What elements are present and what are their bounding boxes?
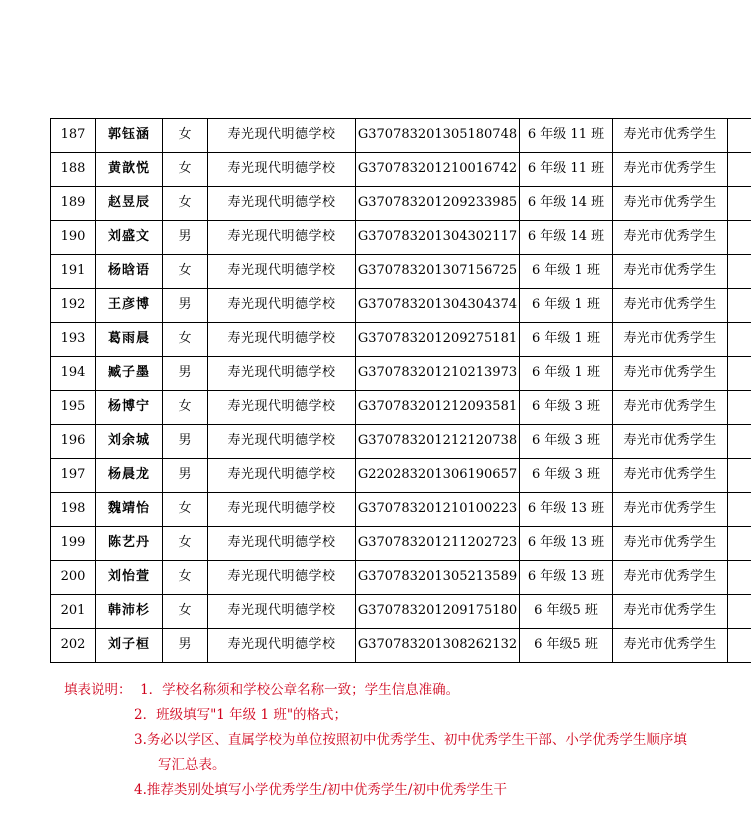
- cell-school: 寿光现代明德学校: [208, 255, 356, 289]
- cell-class: 6 年级 13 班: [520, 561, 613, 595]
- cell-school: 寿光现代明德学校: [208, 493, 356, 527]
- cell-gender: 男: [163, 629, 208, 663]
- cell-extra: [728, 187, 751, 221]
- cell-name: 刘怡萱: [96, 561, 163, 595]
- table-row: [51, 187, 751, 221]
- cell-name: 臧子墨: [96, 357, 163, 391]
- table-row: [51, 153, 751, 187]
- table-row: [51, 425, 751, 459]
- cell-gender: 女: [163, 561, 208, 595]
- cell-name: 赵昱辰: [96, 187, 163, 221]
- cell-name: 刘余城: [96, 425, 163, 459]
- cell-index: 201: [51, 595, 96, 629]
- cell-class: 6 年级5 班: [520, 629, 613, 663]
- cell-extra: [728, 595, 751, 629]
- cell-id-number: G370783201211202723: [356, 527, 520, 561]
- cell-extra: [728, 629, 751, 663]
- cell-extra: [728, 153, 751, 187]
- cell-recommend-type: 寿光市优秀学生: [613, 629, 728, 663]
- cell-recommend-type: 寿光市优秀学生: [613, 391, 728, 425]
- cell-index: 200: [51, 561, 96, 595]
- cell-name: 陈艺丹: [96, 527, 163, 561]
- cell-id-number: G370783201209175180: [356, 595, 520, 629]
- cell-recommend-type: 寿光市优秀学生: [613, 527, 728, 561]
- table-row: [51, 561, 751, 595]
- cell-gender: 男: [163, 425, 208, 459]
- cell-class: 6 年级 1 班: [520, 323, 613, 357]
- table-row: [51, 527, 751, 561]
- table-row: [51, 119, 751, 153]
- cell-extra: [728, 221, 751, 255]
- cell-index: 194: [51, 357, 96, 391]
- cell-index: 196: [51, 425, 96, 459]
- cell-name: 葛雨晨: [96, 323, 163, 357]
- cell-id-number: G220283201306190657: [356, 459, 520, 493]
- cell-recommend-type: 寿光市优秀学生: [613, 289, 728, 323]
- cell-school: 寿光现代明德学校: [208, 391, 356, 425]
- cell-index: 198: [51, 493, 96, 527]
- cell-extra: [728, 357, 751, 391]
- instruction-line-4: 写汇总表。: [158, 757, 226, 773]
- table-row: [51, 595, 751, 629]
- cell-index: 199: [51, 527, 96, 561]
- cell-class: 6 年级 3 班: [520, 459, 613, 493]
- cell-name: 韩沛杉: [96, 595, 163, 629]
- cell-school: 寿光现代明德学校: [208, 289, 356, 323]
- cell-school: 寿光现代明德学校: [208, 153, 356, 187]
- instruction-line-5: 4.推荐类别处填写小学优秀学生/初中优秀学生/初中优秀学生干: [134, 782, 507, 798]
- cell-gender: 女: [163, 255, 208, 289]
- cell-id-number: G370783201210100223: [356, 493, 520, 527]
- cell-index: 192: [51, 289, 96, 323]
- cell-school: 寿光现代明德学校: [208, 425, 356, 459]
- cell-recommend-type: 寿光市优秀学生: [613, 595, 728, 629]
- cell-index: 195: [51, 391, 96, 425]
- student-roster-table: [50, 118, 751, 663]
- cell-index: 190: [51, 221, 96, 255]
- cell-name: 杨晗语: [96, 255, 163, 289]
- cell-school: 寿光现代明德学校: [208, 459, 356, 493]
- cell-extra: [728, 289, 751, 323]
- table-row: [51, 391, 751, 425]
- cell-class: 6 年级 13 班: [520, 527, 613, 561]
- cell-school: 寿光现代明德学校: [208, 357, 356, 391]
- cell-recommend-type: 寿光市优秀学生: [613, 357, 728, 391]
- cell-gender: 女: [163, 119, 208, 153]
- cell-class: 6 年级 3 班: [520, 425, 613, 459]
- table-row: [51, 493, 751, 527]
- cell-index: 187: [51, 119, 96, 153]
- cell-class: 6 年级 13 班: [520, 493, 613, 527]
- cell-recommend-type: 寿光市优秀学生: [613, 153, 728, 187]
- cell-school: 寿光现代明德学校: [208, 221, 356, 255]
- table-row: [51, 459, 751, 493]
- cell-extra: [728, 561, 751, 595]
- cell-extra: [728, 323, 751, 357]
- cell-gender: 男: [163, 289, 208, 323]
- cell-school: 寿光现代明德学校: [208, 323, 356, 357]
- table-body: [51, 119, 751, 663]
- cell-id-number: G370783201304302117: [356, 221, 520, 255]
- cell-extra: [728, 527, 751, 561]
- cell-id-number: G370783201304304374: [356, 289, 520, 323]
- table-row: [51, 629, 751, 663]
- cell-class: 6 年级 14 班: [520, 221, 613, 255]
- instruction-line-2: 2．班级填写"1 年级 1 班"的格式；: [134, 707, 348, 723]
- form-instructions: [50, 678, 710, 803]
- cell-id-number: G370783201305213589: [356, 561, 520, 595]
- cell-id-number: G370783201305180748: [356, 119, 520, 153]
- table-row: [51, 289, 751, 323]
- cell-gender: 女: [163, 527, 208, 561]
- cell-class: 6 年级 3 班: [520, 391, 613, 425]
- cell-id-number: G370783201209233985: [356, 187, 520, 221]
- cell-gender: 女: [163, 153, 208, 187]
- cell-class: 6 年级 1 班: [520, 357, 613, 391]
- cell-class: 6 年级 14 班: [520, 187, 613, 221]
- cell-recommend-type: 寿光市优秀学生: [613, 255, 728, 289]
- cell-id-number: G370783201210016742: [356, 153, 520, 187]
- cell-class: 6 年级 1 班: [520, 255, 613, 289]
- cell-recommend-type: 寿光市优秀学生: [613, 323, 728, 357]
- cell-class: 6 年级 11 班: [520, 153, 613, 187]
- cell-id-number: G370783201308262132: [356, 629, 520, 663]
- instruction-line-3: 3.务必以学区、直属学校为单位按照初中优秀学生、初中优秀学生干部、小学优秀学生顺序填: [134, 732, 687, 748]
- table-row: [51, 221, 751, 255]
- cell-recommend-type: 寿光市优秀学生: [613, 119, 728, 153]
- cell-recommend-type: 寿光市优秀学生: [613, 493, 728, 527]
- cell-id-number: G370783201212120738: [356, 425, 520, 459]
- cell-recommend-type: 寿光市优秀学生: [613, 561, 728, 595]
- cell-index: 191: [51, 255, 96, 289]
- cell-name: 郭钰涵: [96, 119, 163, 153]
- cell-name: 刘子桓: [96, 629, 163, 663]
- cell-gender: 女: [163, 493, 208, 527]
- cell-extra: [728, 255, 751, 289]
- cell-recommend-type: 寿光市优秀学生: [613, 187, 728, 221]
- cell-index: 202: [51, 629, 96, 663]
- cell-gender: 女: [163, 187, 208, 221]
- cell-gender: 男: [163, 357, 208, 391]
- table-row: [51, 357, 751, 391]
- cell-recommend-type: 寿光市优秀学生: [613, 221, 728, 255]
- cell-name: 王彦博: [96, 289, 163, 323]
- cell-gender: 女: [163, 391, 208, 425]
- cell-index: 197: [51, 459, 96, 493]
- cell-class: 6 年级 1 班: [520, 289, 613, 323]
- cell-id-number: G370783201212093581: [356, 391, 520, 425]
- cell-index: 193: [51, 323, 96, 357]
- table-row: [51, 323, 751, 357]
- cell-class: 6 年级 11 班: [520, 119, 613, 153]
- cell-gender: 男: [163, 459, 208, 493]
- cell-index: 188: [51, 153, 96, 187]
- cell-name: 黄歆悦: [96, 153, 163, 187]
- cell-gender: 男: [163, 221, 208, 255]
- instruction-line-1: 填表说明： 1．学校名称须和学校公章名称一致；学生信息准确。: [64, 682, 460, 698]
- cell-extra: [728, 425, 751, 459]
- cell-recommend-type: 寿光市优秀学生: [613, 459, 728, 493]
- cell-school: 寿光现代明德学校: [208, 595, 356, 629]
- cell-school: 寿光现代明德学校: [208, 561, 356, 595]
- cell-name: 魏靖怡: [96, 493, 163, 527]
- cell-school: 寿光现代明德学校: [208, 527, 356, 561]
- cell-index: 189: [51, 187, 96, 221]
- cell-name: 刘盛文: [96, 221, 163, 255]
- cell-name: 杨晨龙: [96, 459, 163, 493]
- table-row: [51, 255, 751, 289]
- cell-id-number: G370783201209275181: [356, 323, 520, 357]
- cell-name: 杨博宁: [96, 391, 163, 425]
- cell-gender: 女: [163, 323, 208, 357]
- cell-class: 6 年级5 班: [520, 595, 613, 629]
- cell-school: 寿光现代明德学校: [208, 629, 356, 663]
- cell-id-number: G370783201307156725: [356, 255, 520, 289]
- cell-school: 寿光现代明德学校: [208, 187, 356, 221]
- cell-id-number: G370783201210213973: [356, 357, 520, 391]
- cell-school: 寿光现代明德学校: [208, 119, 356, 153]
- cell-recommend-type: 寿光市优秀学生: [613, 425, 728, 459]
- cell-extra: [728, 493, 751, 527]
- cell-extra: [728, 391, 751, 425]
- cell-gender: 女: [163, 595, 208, 629]
- cell-extra: [728, 459, 751, 493]
- cell-extra: [728, 119, 751, 153]
